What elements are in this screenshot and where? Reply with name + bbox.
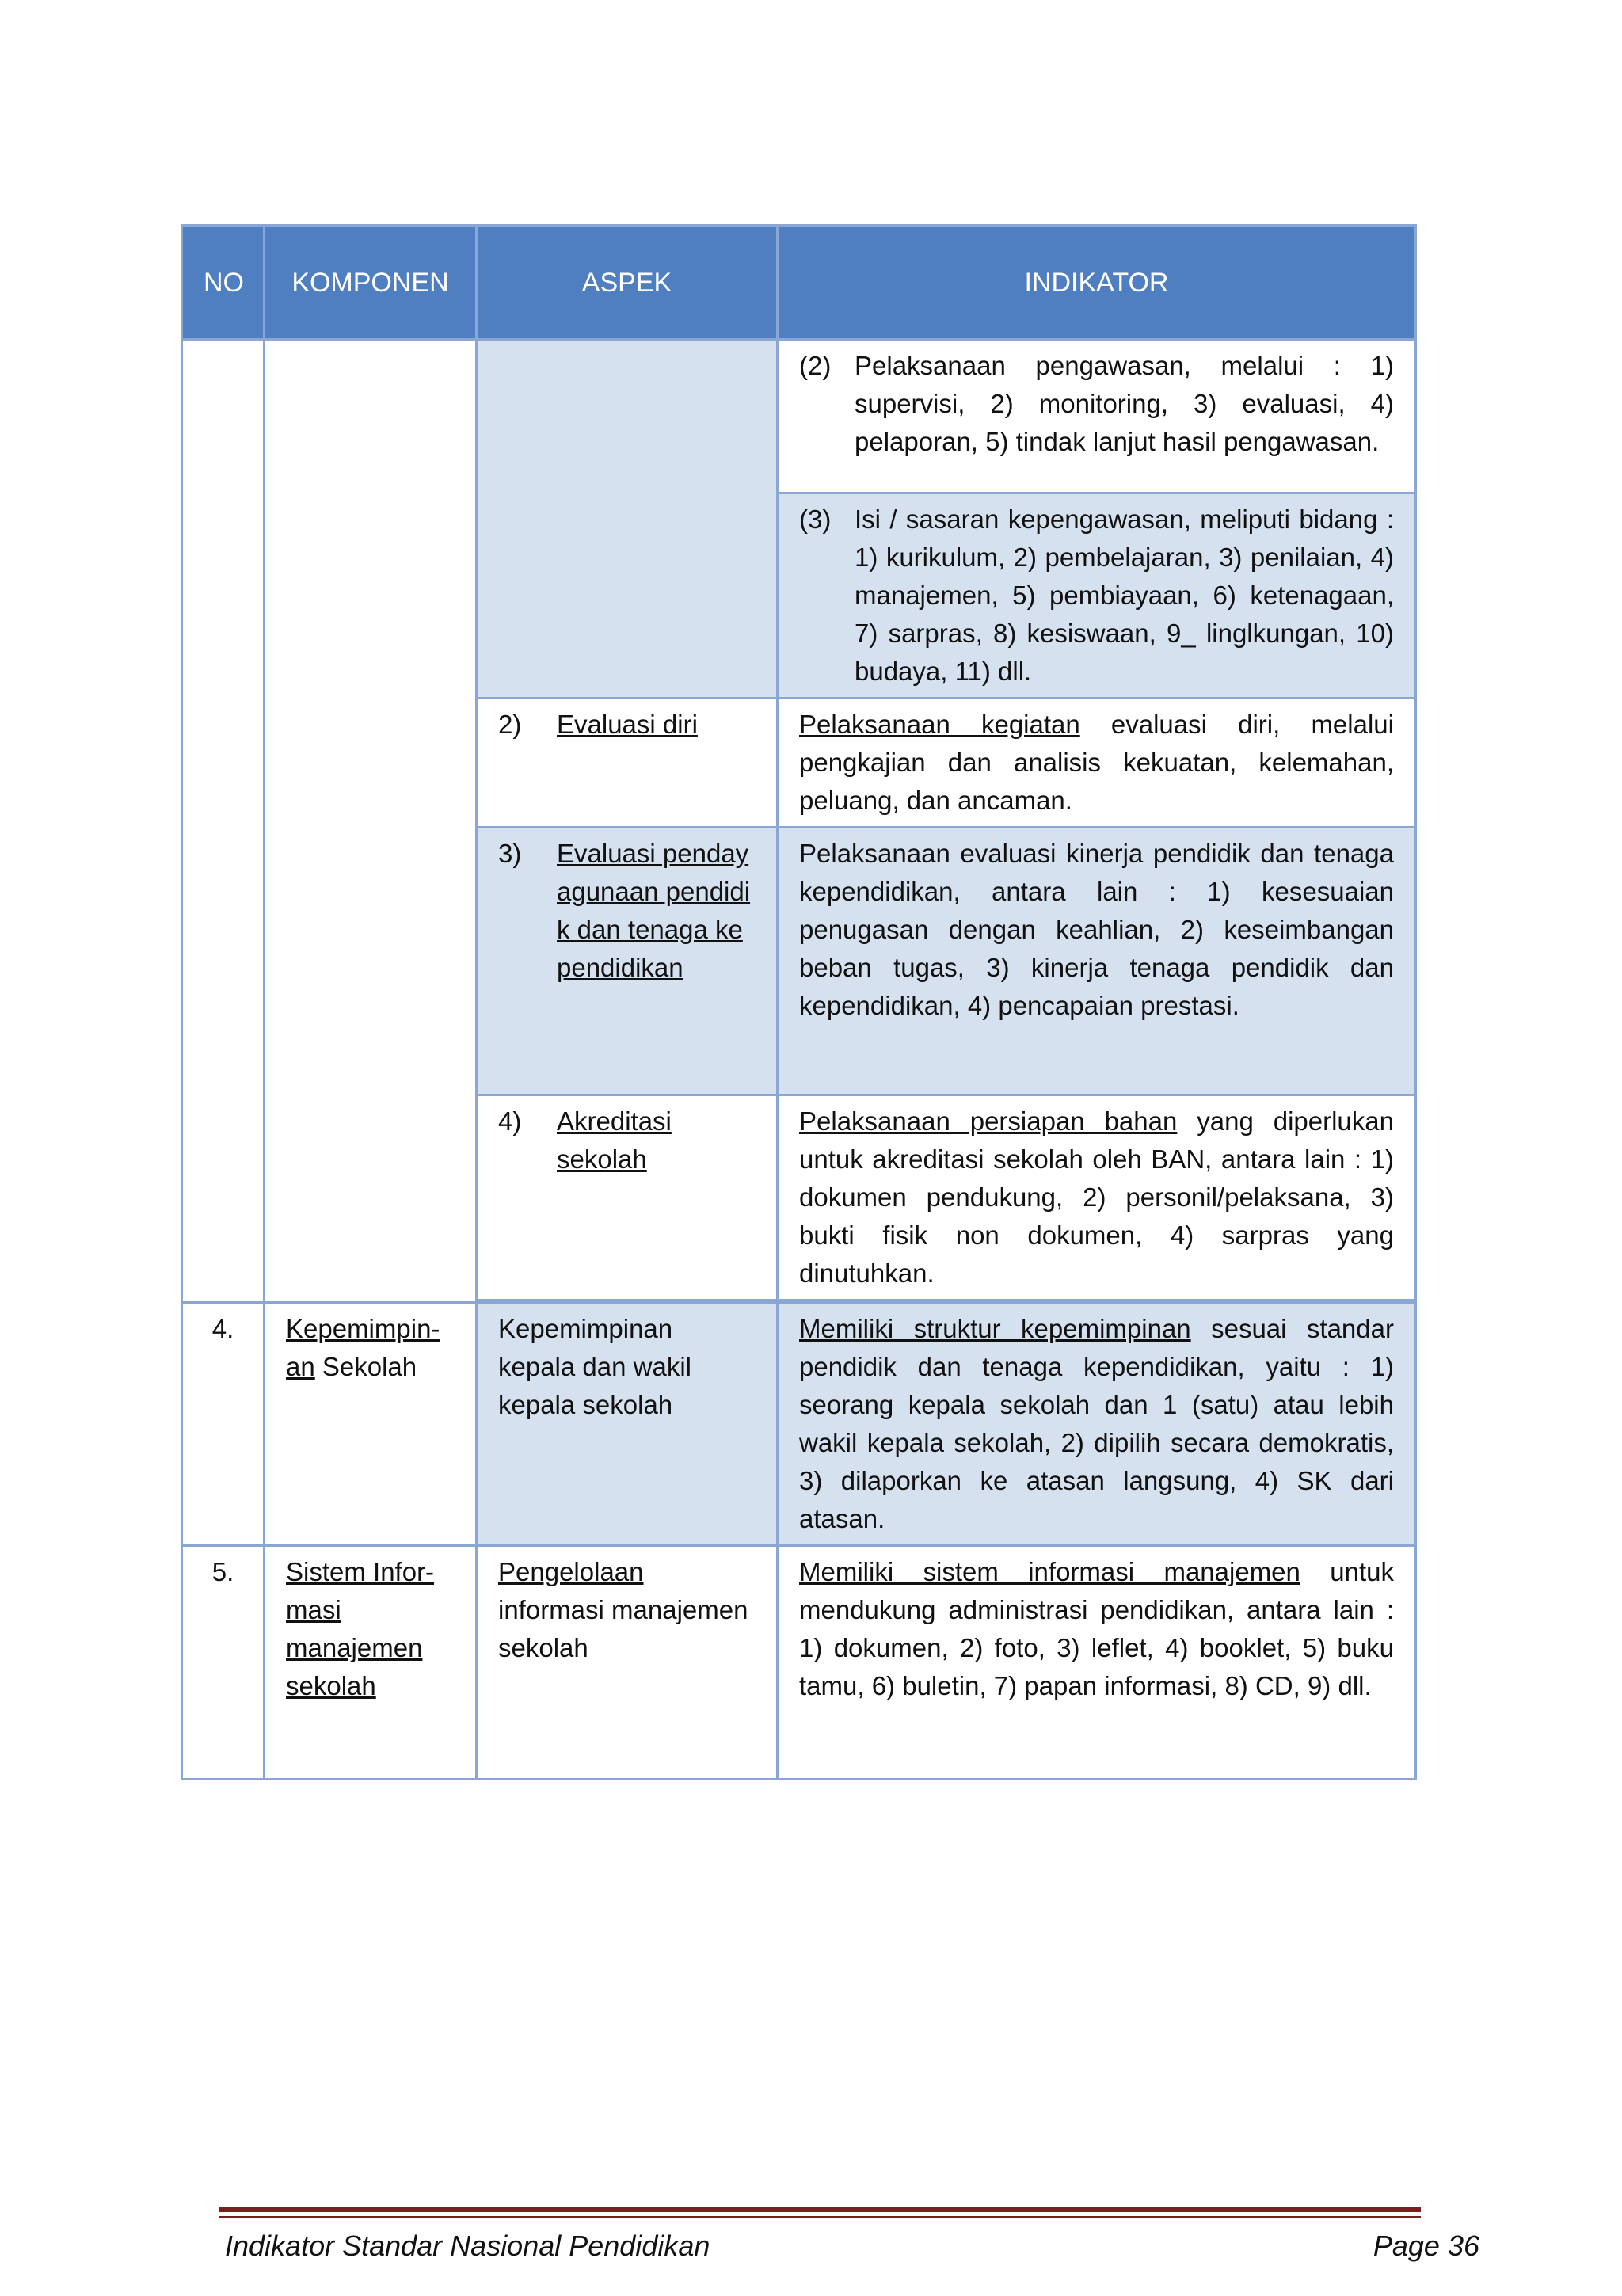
aspek-underlined: Pengelolaan [498,1557,644,1586]
item-number: (2) [799,351,832,380]
table-row [182,1303,1416,1546]
komponen-underlined: Kepemimpin-an [286,1314,440,1381]
header-komponen: KOMPONEN [265,226,477,340]
header-no: NO [182,226,265,340]
header-indikator: INDIKATOR [778,226,1416,340]
indicator-table [181,224,1417,1780]
table-row [182,340,1416,493]
indicator-underlined: Pelaksanaan kegiatan [799,710,1080,739]
komponen-cell: Sistem Infor-masi manajemen sekolah [265,1546,477,1780]
aspek-label: Akreditasi sekolah [557,1106,672,1174]
aspek-number: 4) [498,1106,522,1136]
indicator-text: sesuai standar pendidik dan tenaga kependidikan, yaitu : 1) seorang kepala sekolah dan 1 (satu) atau lebih wakil kepala sekolah, 2) dipilih secara demokratis, 3) dilaporkan ke atasan langsung, 4) SK dari atasan. [799,1314,1394,1533]
indicator-underlined: Memiliki sistem informasi manajemen [799,1557,1300,1586]
indicator-cell [778,1095,1416,1300]
footer-rule-thin [219,2216,1421,2218]
table-row [182,1546,1416,1780]
indicator-cell [778,493,1416,699]
indicator-underlined: Memiliki struktur kepemimpinan [799,1314,1191,1343]
indicator-cell: Pelaksanaan evaluasi kinerja pendidik dan tenaga kependidikan, antara lain : 1) kesesuaian penugasan dengan keahlian, 2) keseimbangan beban tugas, 3) kinerja tenaga pendidik dan kependidikan, 4) pencapaian prestasi. [778,828,1416,1095]
footer-rule-thick [219,2207,1421,2212]
aspek-cell [477,1095,778,1300]
footer-document-title: Indikator Standar Nasional Pendidikan [225,2229,710,2262]
aspek-number: 2) [498,710,522,739]
footer-page-number: Page 36 [1373,2229,1479,2262]
indicator-cell [778,1303,1416,1546]
aspek-cell-continued [477,340,778,699]
komponen-cell-continued [265,340,477,1303]
aspek-cell: Kepemimpinan kepala dan wakil kepala sekolah [477,1303,778,1546]
indicator-cell [778,699,1416,828]
aspek-text: informasi manajemen sekolah [498,1595,748,1662]
aspek-label: Evaluasi pendayagunaan pendidik dan tenaga kependidikan [557,839,751,982]
komponen-cell [265,1303,477,1546]
indicator-text: Pelaksanaan pengawasan, melalui : 1) supervisi, 2) monitoring, 3) evaluasi, 4) pelaporan, 5) tindak lanjut hasil pengawasan. [855,351,1394,456]
indicator-cell [778,340,1416,493]
indicator-text: Isi / sasaran kepengawasan, meliputi bidang : 1) kurikulum, 2) pembelajaran, 3) penilaian, 4) manajemen, 5) pembiayaan, 6) ketenagaan, 7) sarpras, 8) kesiswaan, 9_ linglkungan, 10) budaya, 11) dll. [855,505,1394,686]
aspek-cell [477,1546,778,1780]
aspek-label: Evaluasi diri [557,710,698,739]
aspek-number: 3) [498,839,522,868]
indicator-cell [778,1546,1416,1780]
item-number: (3) [799,505,832,534]
indicator-text: evaluasi diri, melalui pengkajian dan analisis kekuatan, kelemahan, peluang, dan ancaman. [799,710,1394,815]
no-cell-continued [182,340,265,1303]
indicator-underlined: Pelaksanaan persiapan bahan [799,1106,1178,1136]
komponen-text: Sekolah [314,1352,417,1381]
header-row [182,226,1416,340]
no-cell: 5. [182,1546,265,1780]
aspek-cell [477,828,778,1095]
no-cell: 4. [182,1303,265,1546]
indicator-text: untuk mendukung administrasi pendidikan, antara lain : 1) dokumen, 2) foto, 3) leflet, 4) booklet, 5) buku tamu, 6) buletin, 7) papan informasi, 8) CD, 9) dll. [799,1557,1394,1700]
header-aspek: ASPEK [477,226,778,340]
aspek-cell [477,699,778,828]
indicator-text: yang diperlukan untuk akreditasi sekolah oleh BAN, antara lain : 1) dokumen pendukung, 2) personil/pelaksana, 3) bukti fisik non dokumen, 4) sarpras yang dinutuhkan. [799,1106,1394,1288]
